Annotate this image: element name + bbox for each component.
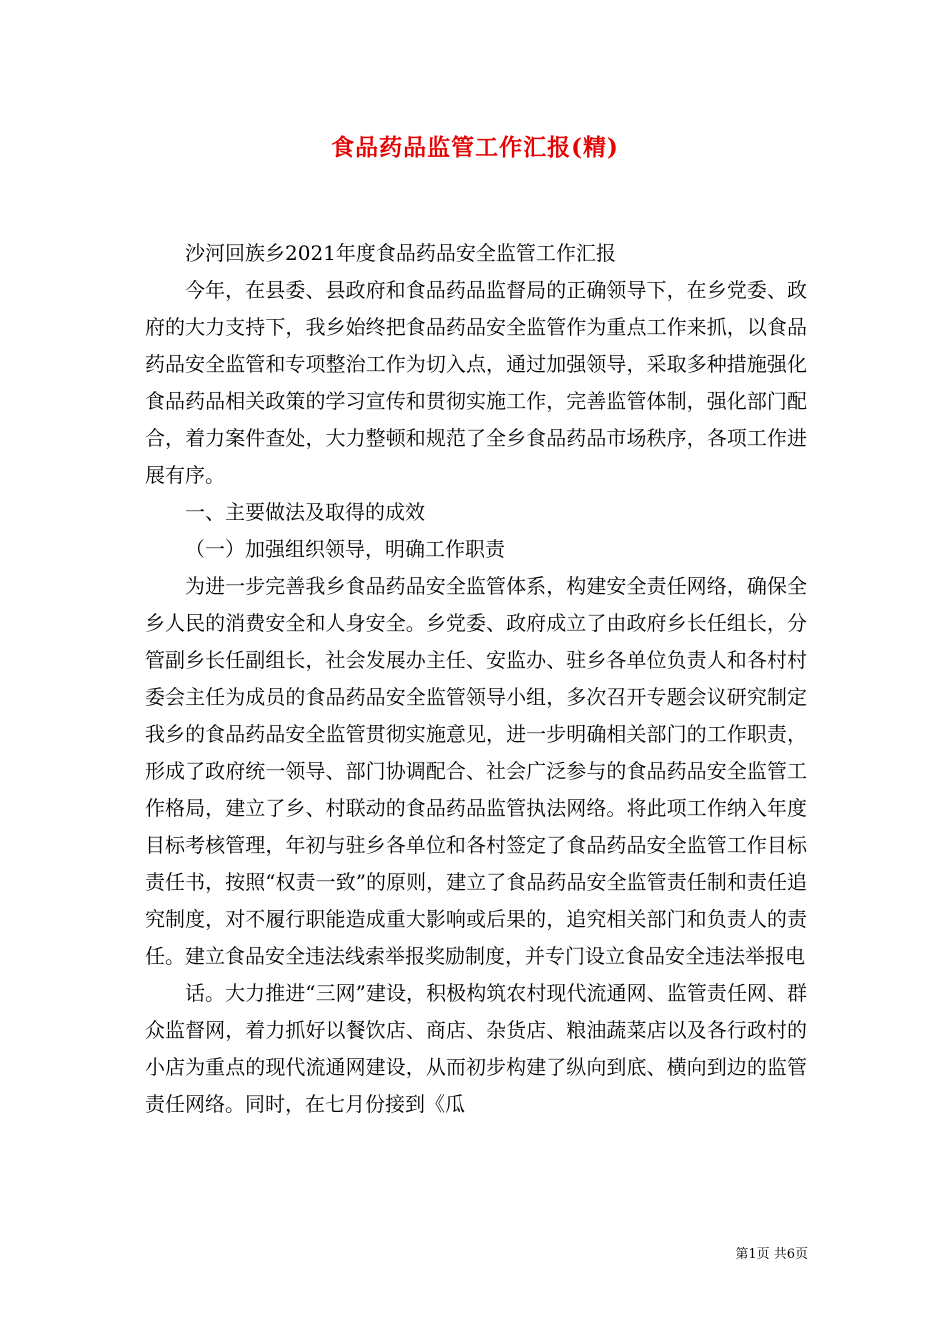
document-title: 食品药品监管工作汇报(精): [331, 134, 619, 161]
page-number: 第1页 共6页: [735, 1247, 808, 1262]
subtitle-paragraph: 沙河回族乡2021年度食品药品安全监管工作汇报: [185, 241, 616, 265]
section-heading: 一、主要做法及取得的成效: [185, 500, 425, 524]
subsection-heading: （一）加强组织领导，明确工作职责: [185, 537, 505, 561]
intro-paragraph: 今年，在县委、县政府和食品药品监督局的正确领导下，在乡党委、政府的大力支持下，我乡始终把食品药品安全监管作为重点工作来抓，以食品药品安全监管和专项整治工作为切入点，通过加强领导，采取多种措施强化食品药品相关政策的学习宣传和贯彻实施工作，完善监管体制，强化部门配合，着力案件查处，大力整顿和规范了全乡食品药品市场秩序，各项工作进展有序。: [145, 278, 807, 487]
body-paragraph: 为进一步完善我乡食品药品安全监管体系，构建安全责任网络，确保全乡人民的消费安全和人身安全。乡党委、政府成立了由政府乡长任组长，分管副乡长任副组长，社会发展办主任、安监办、驻乡各单位负责人和各村村委会主任为成员的食品药品安全监管领导小组，多次召开专题会议研究制定我乡的食品药品安全监管贯彻实施意见，进一步明确相关部门的工作职责，形成了政府统一领导、部门协调配合、社会广泛参与的食品药品安全监管工作格局，建立了乡、村联动的食品药品监管执法网络。将此项工作纳入年度目标考核管理，年初与驻乡各单位和各村签定了食品药品安全监管工作目标责任书，按照“权责一致”的原则，建立了食品药品安全监管责任制和责任追究制度，对不履行职能造成重大影响或后果的，追究相关部门和负责人的责任。建立食品安全违法线索举报奖励制度，并专门设立食品安全违法举报电: [145, 574, 807, 968]
document-body: [145, 235, 807, 1123]
body-paragraph: 话。大力推进“三网”建设，积极构筑农村现代流通网、监管责任网、群众监督网，着力抓好以餐饮店、商店、杂货店、粮油蔬菜店以及各行政村的小店为重点的现代流通网建设，从而初步构建了纵向到底、横向到边的监管责任网络。同时，在七月份接到《瓜: [145, 981, 807, 1116]
